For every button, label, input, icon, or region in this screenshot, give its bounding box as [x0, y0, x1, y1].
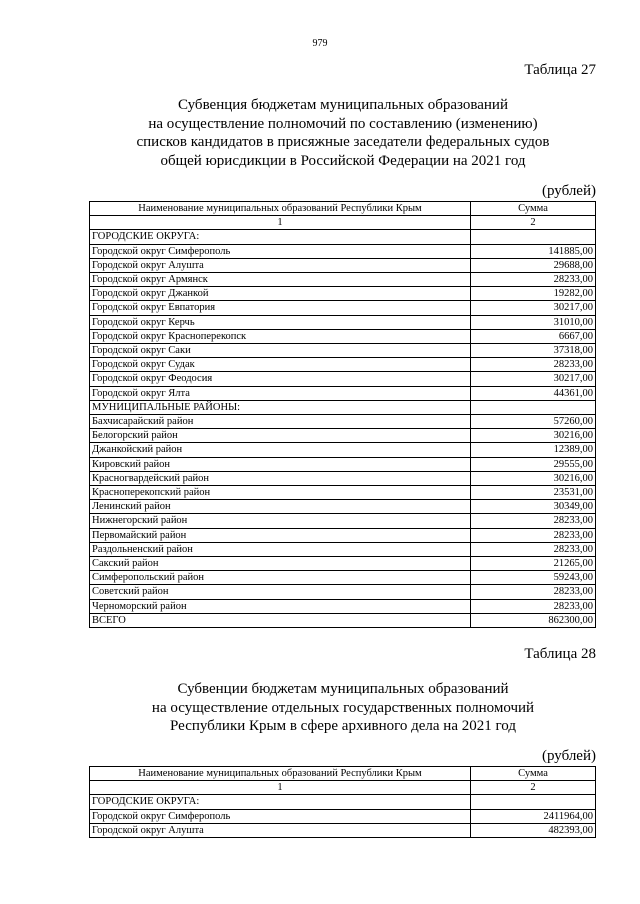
municipality-name: Городской округ Евпатория	[90, 301, 471, 315]
municipality-name: Городской округ Симферополь	[90, 809, 471, 823]
table-row	[90, 301, 596, 315]
municipality-name: Ленинский район	[90, 500, 471, 514]
amount-value: 12389,00	[471, 443, 596, 457]
amount-value: 29688,00	[471, 258, 596, 272]
municipality-name: ГОРОДСКИЕ ОКРУГА:	[90, 230, 471, 244]
amount-value: 23531,00	[471, 486, 596, 500]
municipality-name: Джанкойский район	[90, 443, 471, 457]
amount-value: 21265,00	[471, 557, 596, 571]
municipality-name: Советский район	[90, 585, 471, 599]
amount-value: 57260,00	[471, 415, 596, 429]
table-28-title	[90, 680, 596, 736]
amount-value: 19282,00	[471, 287, 596, 301]
amount-value: 6667,00	[471, 329, 596, 343]
table-row	[90, 599, 596, 613]
municipality-name: Городской округ Саки	[90, 344, 471, 358]
municipality-name: Городской округ Керчь	[90, 315, 471, 329]
table-header-row	[90, 202, 596, 216]
municipality-name: Сакский район	[90, 557, 471, 571]
page-number: 979	[312, 38, 328, 49]
column-number-row	[90, 216, 596, 230]
column-number-row	[90, 781, 596, 795]
table-row	[90, 471, 596, 485]
municipality-name: Черноморский район	[90, 599, 471, 613]
table-row	[90, 486, 596, 500]
table-28-title-line: Субвенции бюджетам муниципальных образований	[177, 681, 509, 697]
amount-value: 482393,00	[471, 823, 596, 837]
table-row	[90, 443, 596, 457]
amount-value: 59243,00	[471, 571, 596, 585]
table-header-row	[90, 767, 596, 781]
table-row	[90, 273, 596, 287]
table-row	[90, 287, 596, 301]
amount-value: 2411964,00	[471, 809, 596, 823]
table-row	[90, 571, 596, 585]
amount-value: 30349,00	[471, 500, 596, 514]
table-27	[89, 201, 596, 628]
municipality-name: Бахчисарайский район	[90, 415, 471, 429]
amount-value	[471, 795, 596, 809]
municipality-name: Городской округ Алушта	[90, 258, 471, 272]
column-number-1: 1	[90, 216, 471, 230]
amount-value	[471, 230, 596, 244]
column-header-sum: Сумма	[471, 202, 596, 216]
amount-value: 28233,00	[471, 273, 596, 287]
table-28-title-line: на осуществление отдельных государственных полномочий	[151, 699, 535, 716]
municipality-name: ГОРОДСКИЕ ОКРУГА:	[90, 795, 471, 809]
municipality-name: Городской округ Красноперекопск	[90, 329, 471, 343]
amount-value: 28233,00	[471, 599, 596, 613]
municipality-name: Нижнегорский район	[90, 514, 471, 528]
municipality-name: Городской округ Алушта	[90, 823, 471, 837]
table-row	[90, 315, 596, 329]
amount-value: 30217,00	[471, 301, 596, 315]
table-28-units: (рублей)	[541, 748, 596, 764]
table-27-title	[90, 96, 596, 170]
municipality-name: Городской округ Ялта	[90, 386, 471, 400]
municipality-name: Первомайский район	[90, 528, 471, 542]
table-row	[90, 585, 596, 599]
table-row	[90, 823, 596, 837]
table-row	[90, 386, 596, 400]
amount-value: 30217,00	[471, 372, 596, 386]
municipality-name: Городской округ Симферополь	[90, 244, 471, 258]
table-row	[90, 358, 596, 372]
table-row	[90, 557, 596, 571]
table-27-label: Таблица 27	[524, 62, 596, 78]
column-header-name: Наименование муниципальных образований Республики Крым	[90, 767, 471, 781]
amount-value: 30216,00	[471, 429, 596, 443]
table-27-title-line: общей юрисдикции в Российской Федерации на 2021 год	[160, 152, 526, 169]
municipality-name: Белогорский район	[90, 429, 471, 443]
table-row	[90, 514, 596, 528]
municipality-name: Симферопольский район	[90, 571, 471, 585]
municipality-name: Городской округ Судак	[90, 358, 471, 372]
municipality-name: Красногвардейский район	[90, 471, 471, 485]
table-row	[90, 809, 596, 823]
amount-value: 28233,00	[471, 358, 596, 372]
table-28	[89, 766, 596, 838]
table-27-title-line: на осуществление полномочий по составлению (изменению)	[148, 115, 538, 132]
municipality-name: МУНИЦИПАЛЬНЫЕ РАЙОНЫ:	[90, 400, 471, 414]
column-number-2: 2	[471, 781, 596, 795]
table-28-title-line: Республики Крым в сфере архивного дела на 2021 год	[170, 718, 516, 734]
amount-value	[471, 400, 596, 414]
amount-value: 30216,00	[471, 471, 596, 485]
table-row	[90, 795, 596, 809]
table-row	[90, 542, 596, 556]
table-row	[90, 457, 596, 471]
municipality-name: Красноперекопский район	[90, 486, 471, 500]
amount-value: 44361,00	[471, 386, 596, 400]
table-27-title-line: списков кандидатов в присяжные заседатели федеральных судов	[136, 134, 550, 150]
column-number-2: 2	[471, 216, 596, 230]
municipality-name: Городской округ Феодосия	[90, 372, 471, 386]
amount-value: 141885,00	[471, 244, 596, 258]
municipality-name: Городской округ Джанкой	[90, 287, 471, 301]
table-row	[90, 230, 596, 244]
table-row	[90, 400, 596, 414]
amount-value: 28233,00	[471, 542, 596, 556]
municipality-name: Раздольненский район	[90, 542, 471, 556]
table-row	[90, 244, 596, 258]
municipality-name: Кировский район	[90, 457, 471, 471]
amount-value: 28233,00	[471, 528, 596, 542]
total-label: ВСЕГО	[90, 613, 471, 627]
table-row	[90, 429, 596, 443]
total-row	[90, 613, 596, 627]
table-row	[90, 415, 596, 429]
table-row	[90, 500, 596, 514]
municipality-name: Городской округ Армянск	[90, 273, 471, 287]
table-28-label: Таблица 28	[524, 646, 596, 662]
amount-value: 31010,00	[471, 315, 596, 329]
table-row	[90, 329, 596, 343]
table-27-title-line: Субвенция бюджетам муниципальных образований	[178, 97, 508, 113]
table-row	[90, 372, 596, 386]
column-header-name: Наименование муниципальных образований Республики Крым	[90, 202, 471, 216]
amount-value: 28233,00	[471, 585, 596, 599]
total-value: 862300,00	[471, 613, 596, 627]
amount-value: 37318,00	[471, 344, 596, 358]
table-row	[90, 528, 596, 542]
column-header-sum: Сумма	[471, 767, 596, 781]
amount-value: 28233,00	[471, 514, 596, 528]
table-row	[90, 258, 596, 272]
table-27-units: (рублей)	[541, 183, 596, 199]
table-row	[90, 344, 596, 358]
column-number-1: 1	[90, 781, 471, 795]
amount-value: 29555,00	[471, 457, 596, 471]
